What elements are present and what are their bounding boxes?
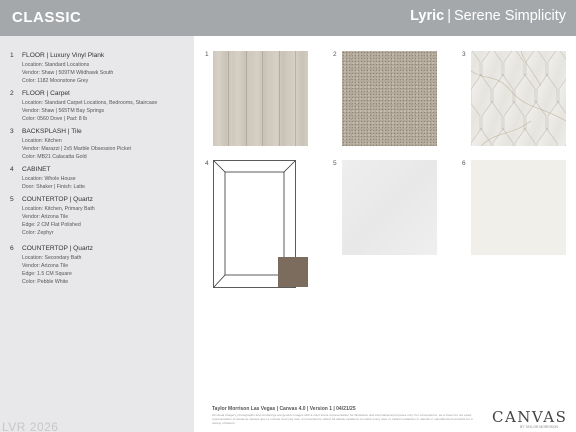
spec-line: Color: 0560 Dove | Pad: 8 lb	[22, 116, 88, 122]
spec-number: 2	[10, 90, 14, 97]
spec-number: 4	[10, 166, 14, 173]
spec-line: Location: Kitchen	[22, 138, 62, 144]
spec-line: Color: Pebble White	[22, 279, 69, 285]
spec-line: Color: MB21 Calacatta Gold	[22, 154, 87, 160]
swatch-number: 4	[205, 160, 209, 167]
collection-name: Serene Simplicity	[453, 8, 566, 24]
lvp-floor-swatch	[213, 51, 308, 146]
spec-title: BACKSPLASH | Tile	[22, 128, 82, 135]
canvas-logo-subtitle: BY TAYLOR MORRISON	[520, 425, 558, 429]
spec-line: Location: Secondary Bath	[22, 255, 82, 261]
spec-line: Edge: 1.5 CM Square	[22, 271, 72, 277]
spec-line: Edge: 2 CM Flat Polished	[22, 222, 81, 228]
collection-label: Lyric	[410, 8, 445, 24]
plank-seam	[279, 51, 280, 146]
footer-info: Taylor Morrison Las Vegas | Canvas 4.0 | Version 1 | 04/21/25	[212, 406, 356, 412]
spec-line: Vendor: Arizona Tile	[22, 263, 69, 269]
collection-title	[410, 8, 566, 24]
latte-finish-chip	[278, 257, 308, 287]
shaker-cabinet-swatch	[213, 160, 308, 255]
spec-line: Color: Zephyr	[22, 230, 54, 236]
header-bar	[0, 0, 576, 36]
spec-line: Vendor: Shaw | 509TM Wildhawk South	[22, 70, 114, 76]
footer-legal-text: All visual imagery, photographs and renderings are generic images with a color intent representation for illustrative and informational purposes only. For convenience, as a close but not exact representation of actual as viewed upon a monitor and may look, not intended to reflect all details variations to match every door or cabinet variations in natural or manufactured products for a variety of factors.	[212, 413, 473, 425]
spec-line: Location: Standard Locations	[22, 62, 90, 68]
spec-title: CABINET	[22, 166, 51, 173]
quartz-pebble-white-swatch	[471, 160, 566, 255]
spec-number: 3	[10, 128, 14, 135]
brand-title: CLASSIC	[12, 9, 82, 26]
canvas-logo: CANVAS	[492, 408, 568, 426]
spec-line: Vendor: Marazzi | 2x5 Marble Obsession Picket	[22, 146, 131, 152]
spec-sidebar	[0, 36, 194, 432]
spec-line: Vendor: Shaw | 565TM Bay Springs	[22, 108, 105, 114]
spec-title: COUNTERTOP | Quartz	[22, 196, 93, 203]
swatch-number: 1	[205, 51, 209, 58]
swatch-number: 3	[462, 51, 466, 58]
spec-line: Vendor: Arizona Tile	[22, 214, 69, 220]
spec-number: 5	[10, 196, 14, 203]
picket-tile-swatch	[471, 51, 566, 146]
spec-line: Location: Whole House	[22, 176, 76, 182]
carpet-swatch	[342, 51, 437, 146]
swatch-number: 6	[462, 160, 466, 167]
watermark-text: LVR 2026	[2, 420, 59, 432]
plank-seam	[295, 51, 296, 146]
cabinet-door-drawing	[213, 160, 308, 288]
spec-title: FLOOR | Luxury Vinyl Plank	[22, 52, 105, 59]
swatch-number: 2	[333, 51, 337, 58]
spec-line: Location: Kitchen, Primary Bath	[22, 206, 95, 212]
swatch-number: 5	[333, 160, 337, 167]
title-separator: |	[447, 8, 451, 24]
spec-line: Color: 1182 Moonstone Grey	[22, 78, 89, 84]
quartz-zephyr-swatch	[342, 160, 437, 255]
spec-line: Location: Standard Carpet Locations, Bedrooms, Staircase	[22, 100, 158, 106]
spec-number: 6	[10, 245, 14, 252]
spec-title: COUNTERTOP | Quartz	[22, 245, 93, 252]
plank-seam	[246, 51, 247, 146]
picket-tile-pattern	[471, 51, 566, 146]
spec-number: 1	[10, 52, 14, 59]
plank-seam	[262, 51, 263, 146]
plank-seam	[228, 51, 229, 146]
spec-line: Door: Shaker | Finish: Latte	[22, 184, 86, 190]
spec-title: FLOOR | Carpet	[22, 90, 70, 97]
